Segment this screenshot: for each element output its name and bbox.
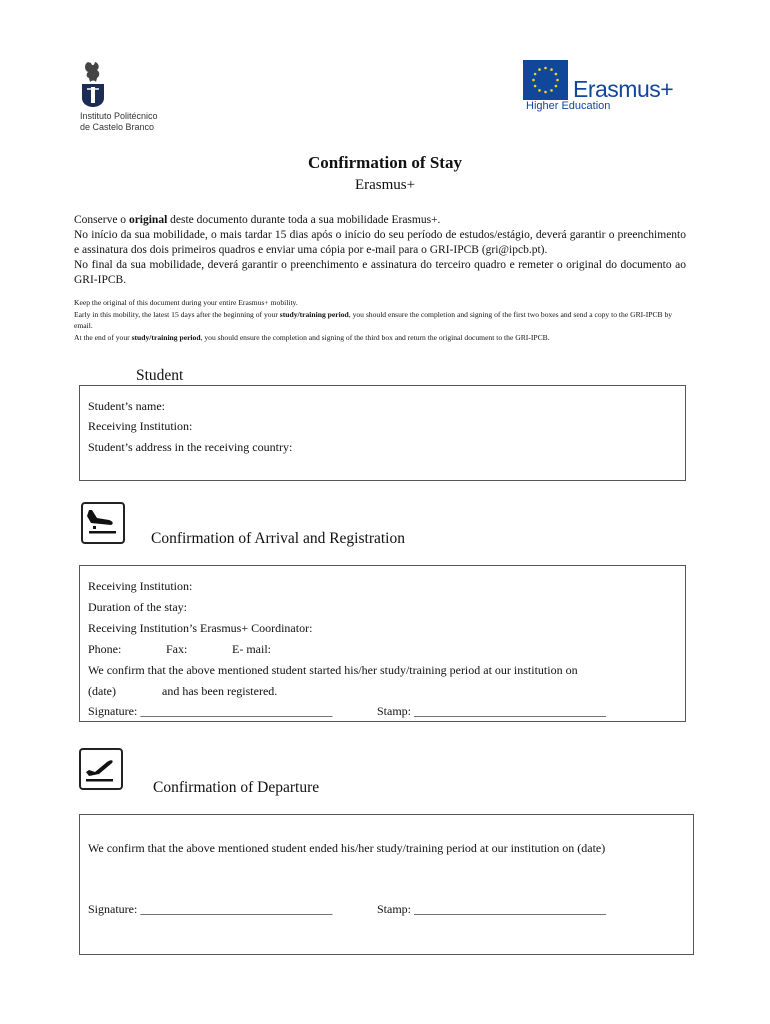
arrival-duration-field[interactable]: Duration of the stay: [88,600,187,614]
en-line3-bold: study/training period [131,332,201,342]
arrival-institution-field[interactable]: Receiving Institution: [88,579,193,593]
en-line3-suffix: , you should ensure the completion and signing of the third box and return the original document to the GRI-IPCB. [200,332,550,342]
institution-name [80,111,158,132]
ipcb-emblem-icon [80,60,106,108]
higher-education-label: Higher Education [526,100,611,112]
instructions-portuguese [74,213,686,288]
departure-confirm-text[interactable]: We confirm that the above mentioned student ended his/her study/training period at our institution on (date) [88,841,606,855]
eu-flag-star [534,85,537,88]
eu-flag-star [550,89,553,92]
instructions-en-line1: Keep the original of this document during your entire Erasmus+ mobility. [74,298,298,307]
departure-heading: Confirmation of Departure [153,779,320,796]
arrival-registered-text: and has been registered. [162,684,278,698]
instructions-en-line2 [74,309,686,332]
airplane-takeoff-icon [79,748,123,790]
arrival-box [79,565,686,722]
document-title: Confirmation of Stay [308,153,462,172]
eu-flag-icon [523,60,568,100]
departure-box [79,814,694,955]
student-box [79,385,686,481]
eu-flag-star [555,85,558,88]
departure-signature-field[interactable]: Signature: ________________________________ [88,902,333,916]
student-heading: Student [136,367,184,384]
student-institution-field[interactable]: Receiving Institution: [88,419,193,433]
en-line2-suffix: , you should ensure the completion and signing of the first two boxes and send a copy to the GRI-IPCB by email. [74,309,673,330]
instructions-pt-line2: No início da sua mobilidade, o mais tardar 15 dias após o início do seu período de estudos/estágio, deverá garantir o preenchimento e assinatura dos dois primeiros quadros e enviar uma cópia por e-mail para o GRI-IPCB (gri@ipcb.pt). [74,229,686,256]
arrival-heading: Confirmation of Arrival and Registration [151,530,405,547]
eu-flag-star [544,91,547,94]
pt-line1-prefix: Conserve o [74,214,129,226]
pt-line1-suffix: deste documento durante toda a sua mobilidade Erasmus+. [167,214,441,226]
arrival-confirm-text: We confirm that the above mentioned student started his/her study/training period at our institution on [88,663,578,677]
eu-flag-star [538,89,541,92]
arrival-email-field[interactable]: E- mail: [232,642,271,656]
en-line3-prefix: At the end of your [74,332,132,342]
eu-flag-star [534,73,537,76]
ipcb-logo [80,60,106,108]
instructions-pt-line3: No final da sua mobilidade, deverá garantir o preenchimento e assinatura do terceiro quadro e remeter o original do documento ao GRI-IPCB. [74,259,686,286]
pt-line1-bold: original [128,214,168,226]
departure-stamp-field[interactable]: Stamp: ________________________________ [377,902,607,916]
instructions-pt-line1 [74,213,686,228]
arrival-fax-field[interactable]: Fax: [166,642,188,656]
en-line2-prefix: Early in this mobility, the latest 15 days after the beginning of your [74,309,280,319]
arrival-phone-field[interactable]: Phone: [88,642,122,656]
institution-name-line1: Instituto Politécnico [80,111,158,121]
arrival-signature-field[interactable]: Signature: ________________________________ [88,704,333,718]
student-address-field[interactable]: Student’s address in the receiving country: [88,440,293,454]
instructions-english [74,297,686,343]
eu-flag-star [555,73,558,76]
student-name-field[interactable]: Student’s name: [88,399,165,413]
arrival-coordinator-field[interactable]: Receiving Institution’s Erasmus+ Coordinator: [88,621,313,635]
eu-flag-star [550,68,553,71]
en-line2-bold: study/training period [279,309,349,319]
arrival-stamp-field[interactable]: Stamp: ________________________________ [377,704,607,718]
erasmus-logo-text: Erasmus+ [573,76,674,102]
eu-flag-star [532,79,535,82]
document-subtitle: Erasmus+ [354,177,416,193]
eu-flag-star [538,68,541,71]
eu-flag-star [556,79,559,82]
airplane-landing-icon [81,502,125,544]
eu-flag-star [544,67,547,70]
arrival-date-field[interactable]: (date) [88,684,116,698]
instructions-en-line3 [74,332,686,344]
institution-name-line2: de Castelo Branco [80,121,155,132]
